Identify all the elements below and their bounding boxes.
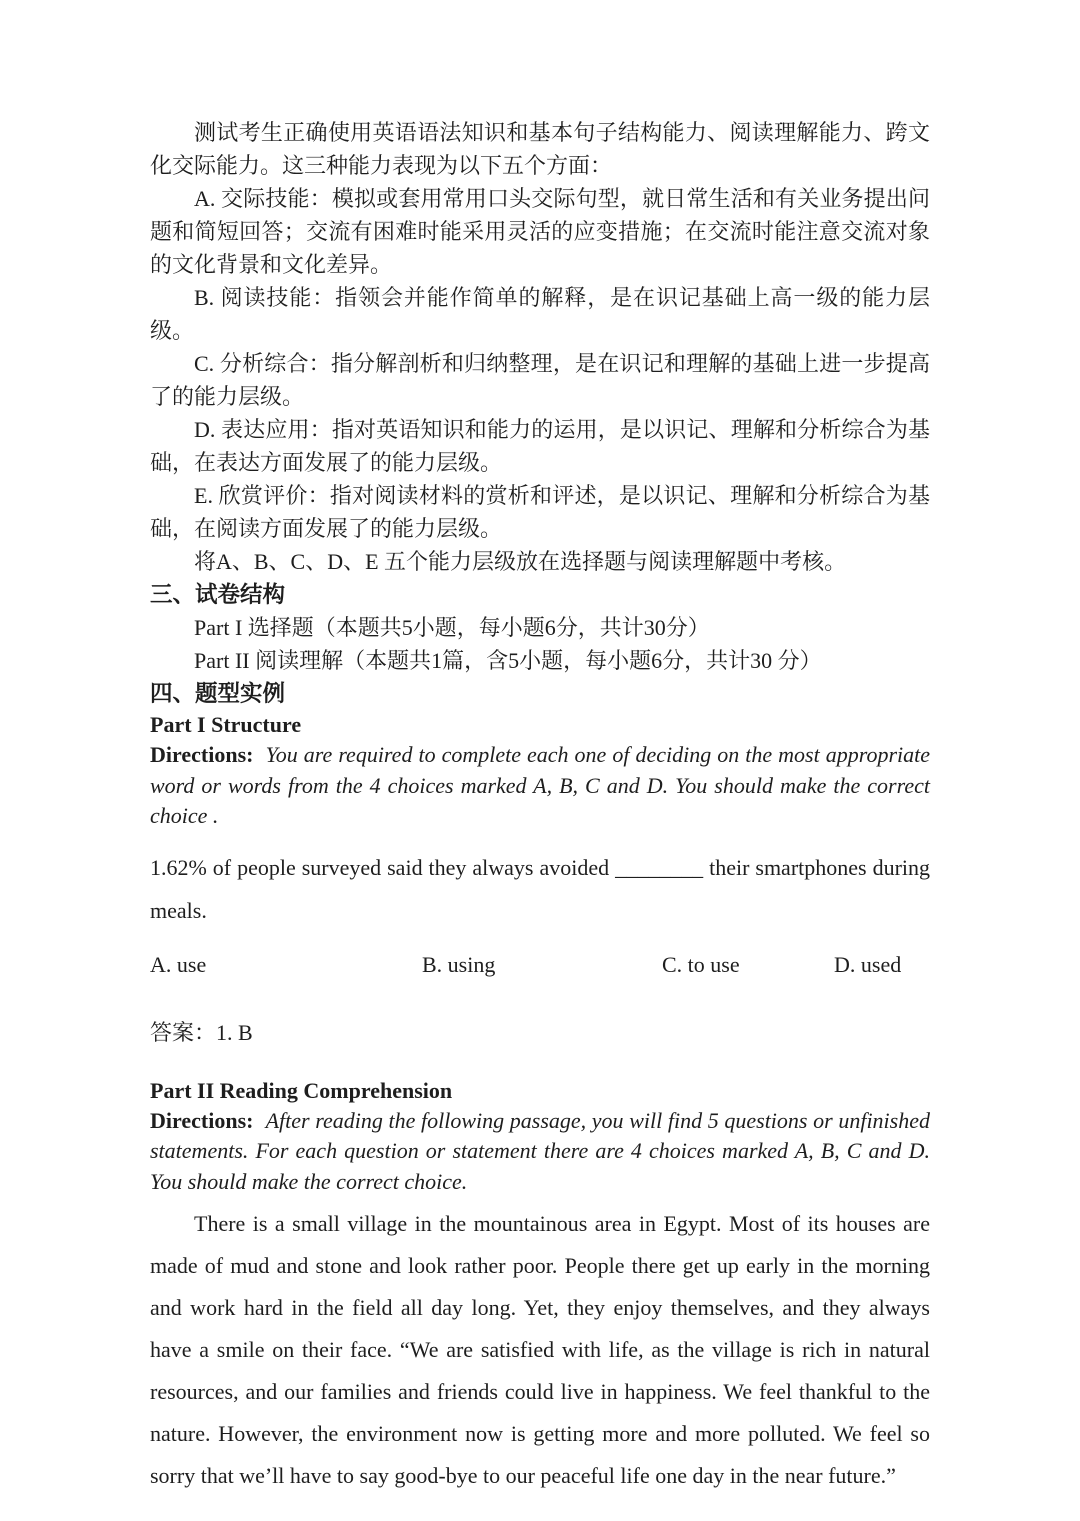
part2-directions-text: After reading the following passage, you will find 5 questions or unfinished statements. For each question or statement there are 4 choices marked A, B, C and D. You should make the correct choice. [150,1107,930,1194]
part1-directions-text: You are required to complete each one of deciding on the most appropriate word or words from the 4 choices marked A, B, C and D. You should make the correct choice . [150,742,930,828]
question-1-blank: ________ [615,854,704,880]
part1-heading: Part I Structure [150,712,302,737]
reading-passage: There is a small village in the mountainous area in Egypt. Most of its houses are made of mud and stone and look rather poor. People there get up early in the morning and work hard in the field all day long. Yet, they enjoy themselves, and they always have a smile on their face. “We are satisfied with life, as the village is rich in natural resources, and our families and friends could live in happiness. We feel thankful to the nature. However, the environment now is getting more and more polluted. We feel so sorry that we’ll have to say good-bye to our peaceful life one day in the near future.” [150,1211,930,1488]
answer-line: 答案：1. B [150,1019,253,1045]
exam-structure-list [150,611,930,677]
ability-summary: 将A、B、C、D、E 五个能力层级放在选择题与阅读理解题中考核。 [194,549,847,574]
cn-intro-paragraph: 测试考生正确使用英语语法知识和基本句子结构能力、阅读理解能力、跨文化交际能力。这三种能力表现为以下五个方面： [150,120,930,178]
structure-line-part2: Part II 阅读理解（本题共1篇，含5小题，每小题6分，共计30 分） [194,648,822,673]
question-1 [150,846,930,932]
option-b: B. using [422,951,496,977]
question-1-text-suffix: their smartphones during meals. [150,854,931,923]
part2-directions [150,1106,930,1198]
ability-item-a: A. 交际技能：模拟或套用常用口头交际句型，就日常生活和有关业务提出问题和简短回答；交流有困难时能采用灵活的应变措施；在交流时能注意交流对象的文化背景和文化差异。 [150,186,930,277]
ability-item-b: B. 阅读技能：指领会并能作简单的解释，是在识记基础上高一级的能力层级。 [150,285,930,343]
question-1-text-prefix: 1.62% of people surveyed said they always avoided [150,854,610,880]
ability-item-c: C. 分析综合：指分解剖析和归纳整理，是在识记和理解的基础上进一步提高了的能力层级。 [150,351,930,409]
option-d: D. used [834,951,902,977]
structure-line-part1: Part I 选择题（本题共5小题，每小题6分，共计30分） [194,615,710,640]
ability-item-e: E. 欣赏评价：指对阅读材料的赏析和评述，是以识记、理解和分析综合为基础，在阅读方面发展了的能力层级。 [150,483,930,541]
question-1-options [150,952,930,978]
section3-heading: 三、试卷结构 [150,582,286,607]
section4-heading: 四、题型实例 [150,681,286,706]
part1-directions [150,740,930,832]
part2-directions-label: Directions: [150,1107,254,1133]
option-a: A. use [150,951,207,977]
part2-heading: Part II Reading Comprehension [150,1077,453,1103]
part1-directions-label: Directions: [150,742,254,767]
cn-abilities-section [150,116,930,578]
ability-item-d: D. 表达应用：指对英语知识和能力的运用，是以识记、理解和分析综合为基础，在表达方面发展了的能力层级。 [150,417,930,475]
option-c: C. to use [662,951,740,977]
